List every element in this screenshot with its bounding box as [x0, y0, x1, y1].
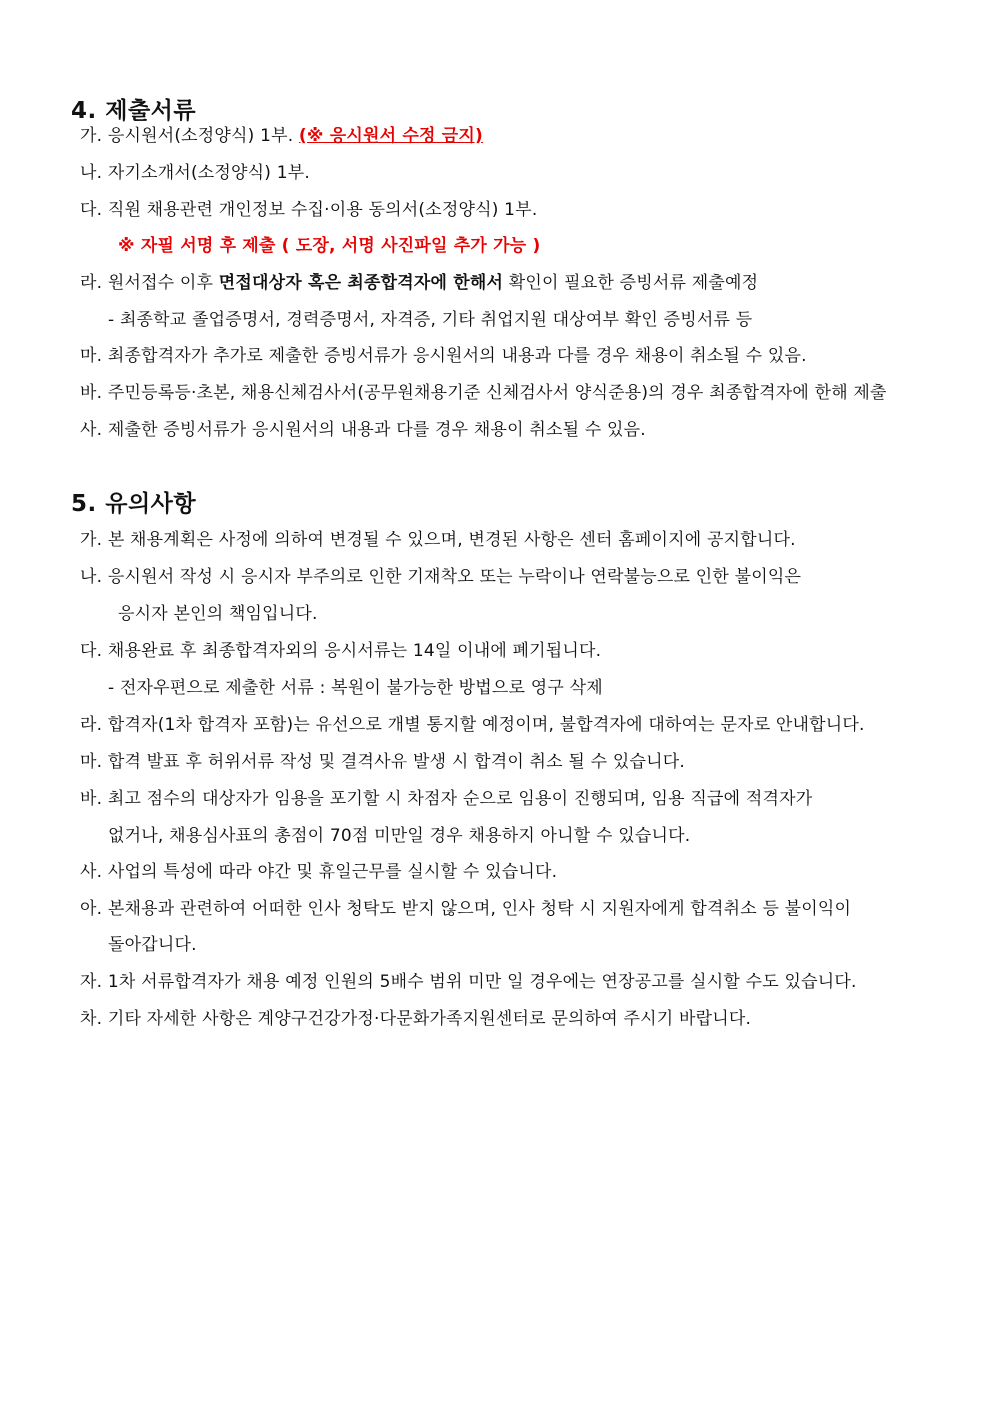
section-5-item-ah: 아. 본채용과 관련하여 어떠한 인사 청탁도 받지 않으며, 인사 청탁 시 지원자에게 합격취소 등 불이익이 [80, 899, 852, 919]
signature-notice: ※ 자필 서명 후 제출 ( 도장, 서명 사진파일 추가 가능 ) [118, 236, 541, 256]
section-4-title: 4. 제출서류 [71, 98, 197, 124]
section-4-item-ga [80, 125, 483, 147]
section-5-item-ba-cont: 없거나, 채용심사표의 총점이 70점 미만일 경우 채용하지 아니할 수 있습니다. [108, 826, 691, 846]
no-edit-notice: (※ 응시원서 수정 금지) [298, 126, 483, 146]
section-5-title: 5. 유의사항 [71, 491, 197, 517]
section-4-item-ba: 바. 주민등록등·초본, 채용신체검사서(공무원채용기준 신체검사서 양식준용)의 경우 최종합격자에 한해 제출 [80, 383, 887, 403]
section-5-item-ra: 라. 합격자(1차 합격자 포함)는 유선으로 개별 통지할 예정이며, 불합격자에 대하여는 문자로 안내합니다. [80, 715, 865, 735]
section-5-item-da-sub: - 전자우편으로 제출한 서류 : 복원이 불가능한 방법으로 영구 삭제 [108, 678, 603, 698]
item-ra-emphasis: 면접대상자 혹은 최종합격자에 한해서 [218, 273, 504, 293]
section-4-item-ra [80, 272, 758, 294]
section-4-item-sa: 사. 제출한 증빙서류가 응시원서의 내용과 다를 경우 채용이 취소될 수 있음. [80, 420, 646, 440]
item-ra-suffix: 확인이 필요한 증빙서류 제출예정 [503, 273, 759, 293]
section-4-item-da: 다. 직원 채용관련 개인정보 수집·이용 동의서(소정양식) 1부. [80, 200, 538, 220]
item-ra-prefix: 라. 원서접수 이후 [80, 273, 219, 293]
section-5-item-ja: 자. 1차 서류합격자가 채용 예정 인원의 5배수 범위 미만 일 경우에는 연장공고를 실시할 수도 있습니다. [80, 972, 857, 992]
section-5-item-ba: 바. 최고 점수의 대상자가 임용을 포기할 시 차점자 순으로 임용이 진행되며, 임용 직급에 적격자가 [80, 789, 813, 809]
section-4-item-ma: 마. 최종합격자가 추가로 제출한 증빙서류가 응시원서의 내용과 다를 경우 채용이 취소될 수 있음. [80, 346, 807, 366]
section-5-item-sa: 사. 사업의 특성에 따라 야간 및 휴일근무를 실시할 수 있습니다. [80, 862, 558, 882]
section-5-item-ma: 마. 합격 발표 후 허위서류 작성 및 결격사유 발생 시 합격이 취소 될 수 있습니다. [80, 752, 685, 772]
section-4-item-na: 나. 자기소개서(소정양식) 1부. [80, 163, 310, 183]
section-5-item-cha: 차. 기타 자세한 사항은 계양구건강가정·다문화가족지원센터로 문의하여 주시기 바랍니다. [80, 1009, 752, 1029]
item-ga-text: 가. 응시원서(소정양식) 1부. [80, 126, 299, 146]
section-4-item-ra-sub: - 최종학교 졸업증명서, 경력증명서, 자격증, 기타 취업지원 대상여부 확인 증빙서류 등 [108, 310, 753, 330]
section-5-item-da: 다. 채용완료 후 최종합격자외의 응시서류는 14일 이내에 폐기됩니다. [80, 641, 602, 661]
section-5-item-na-cont: 응시자 본인의 책임입니다. [118, 604, 318, 624]
section-5-item-ah-cont: 돌아갑니다. [108, 935, 197, 955]
section-5-item-na: 나. 응시원서 작성 시 응시자 부주의로 인한 기재착오 또는 누락이나 연락불능으로 인한 불이익은 [80, 567, 802, 587]
section-5-item-ga: 가. 본 채용계획은 사정에 의하여 변경될 수 있으며, 변경된 사항은 센터 홈페이지에 공지합니다. [80, 530, 796, 550]
